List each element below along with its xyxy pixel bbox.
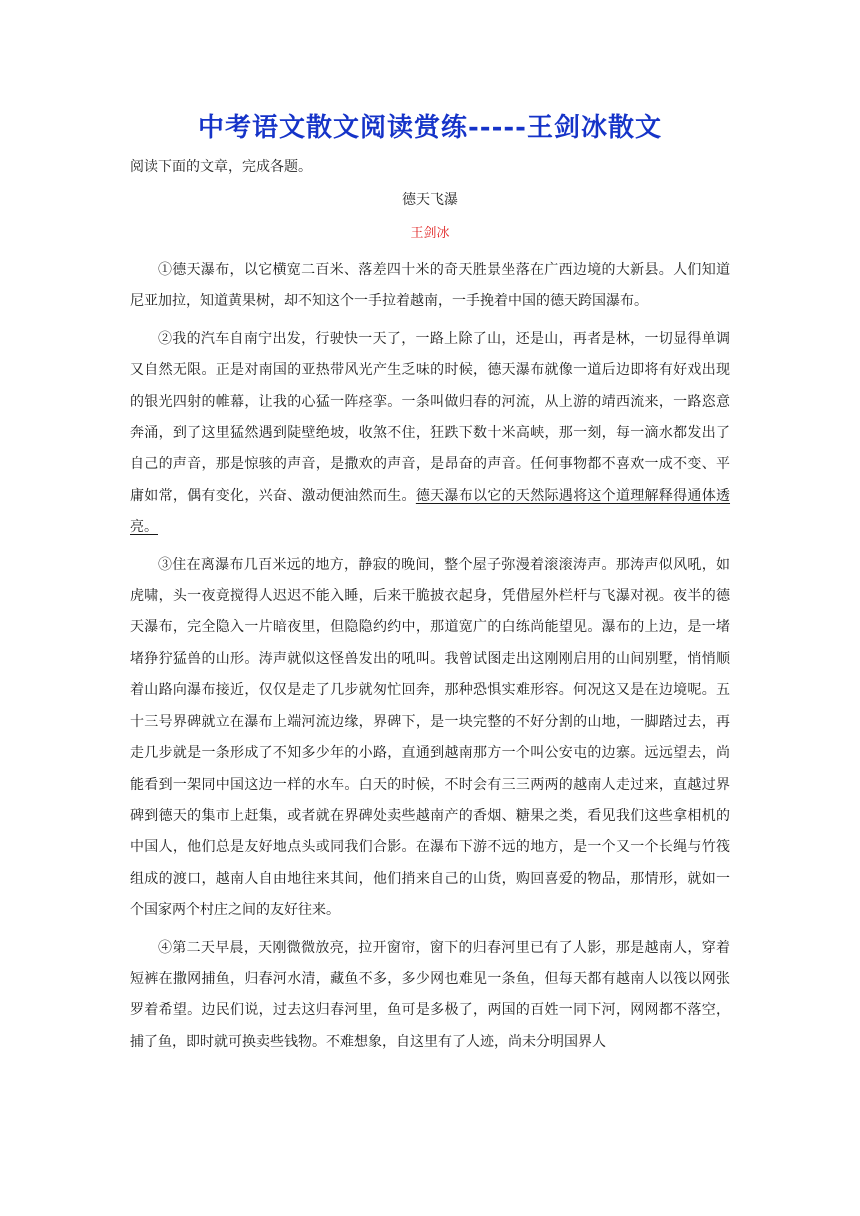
paragraph-text: ④第二天早晨，天刚微微放亮，拉开窗帘，窗下的归春河里已有了人影，那是越南人，穿着短裤在撒网捕鱼，归春河水清，藏鱼不多，多少网也难见一条鱼，但每天都有越南人以筏以网张罗着希望。边民们说，过去这归春河里，鱼可是多极了，两国的百姓一同下河，网网都不落空，捕了鱼，即时就可换卖些钱物。不难想象，自这里有了人迹，尚未分明国界人 (130, 939, 730, 1050)
paragraph-text: ①德天瀑布，以它横宽二百米、落差四十米的奇天胜景坐落在广西边境的大新县。人们知道尼亚加拉，知道黄果树，却不知这个一手拉着越南，一手挽着中国的德天跨国瀑布。 (130, 262, 730, 310)
paragraph-4 (130, 933, 730, 1059)
essay-body (130, 255, 730, 1064)
essay-author: 王剑冰 (410, 226, 450, 241)
reading-instruction: 阅读下面的文章，完成各题。 (130, 159, 312, 175)
paragraph-text: ③住在离瀑布几百米远的地方，静寂的晚间，整个屋子弥漫着滚滚涛声。那涛声似风吼，如虎啸，头一夜竟搅得人迟迟不能入睡，后来干脆披衣起身，凭借屋外栏杆与飞瀑对视。夜半的德天瀑布，完全隐入一片暗夜里，但隐隐约约中，那道宽广的白练尚能望见。瀑布的上边，是一堵堵狰狞猛兽的山形。涛声就似这怪兽发出的吼叫。我曾试图走出这刚刚启用的山间别墅，悄悄顺着山路向瀑布接近，仅仅是走了几步就匆忙回奔，那种恐惧实难形容。何况这又是在边境呢。五十三号界碑就立在瀑布上端河流边缘，界碑下，是一块完整的不好分割的山地，一脚踏过去，再走几步就是一条形成了不知多少年的小路，直通到越南那方一个叫公安屯的边寨。远远望去，尚能看到一架同中国这边一样的水车。白天的时候，不时会有三三两两的越南人走过来，直越过界碑到德天的集市上赶集，或者就在界碑处卖些越南产的香烟、糖果之类，看见我们这些拿相机的中国人，他们总是友好地点头或同我们合影。在瀑布下游不远的地方，是一个又一个长绳与竹筏组成的渡口，越南人自由地往来其间，他们捎来自己的山货，购回喜爱的物品，那情形，就如一个国家两个村庄之间的友好往来。 (130, 556, 730, 919)
underlined-sentence: 德天瀑布以它的天然际遇将这个道理解释得通体透亮。 (130, 487, 731, 536)
paragraph-1 (130, 255, 730, 318)
document-title: 中考语文散文阅读赏练-----王剑冰散文 (198, 113, 662, 143)
essay-title: 德天飞瀑 (402, 192, 458, 208)
paragraph-text: ②我的汽车自南宁出发，行驶快一天了，一路上除了山，还是山，再者是林，一切显得单调又自然无限。正是对南国的亚热带风光产生乏味的时候，德天瀑布就像一道后边即将有好戏出现的银光四射的帷幕，让我的心猛一阵痉挛。一条叫做归春的河流，从上游的靖西流来，一路恣意奔涌，到了这里猛然遇到陡壁绝坡，收煞不住，狂跌下数十米高峡，那一刻，每一滴水都发出了自己的声音，那是惊骇的声音，是撒欢的声音，是昂奋的声音。任何事物都不喜欢一成不变、平庸如常，偶有变化，兴奋、激动便油然而生。 (130, 330, 730, 504)
paragraph-3 (130, 550, 730, 927)
paragraph-2 (130, 324, 730, 544)
